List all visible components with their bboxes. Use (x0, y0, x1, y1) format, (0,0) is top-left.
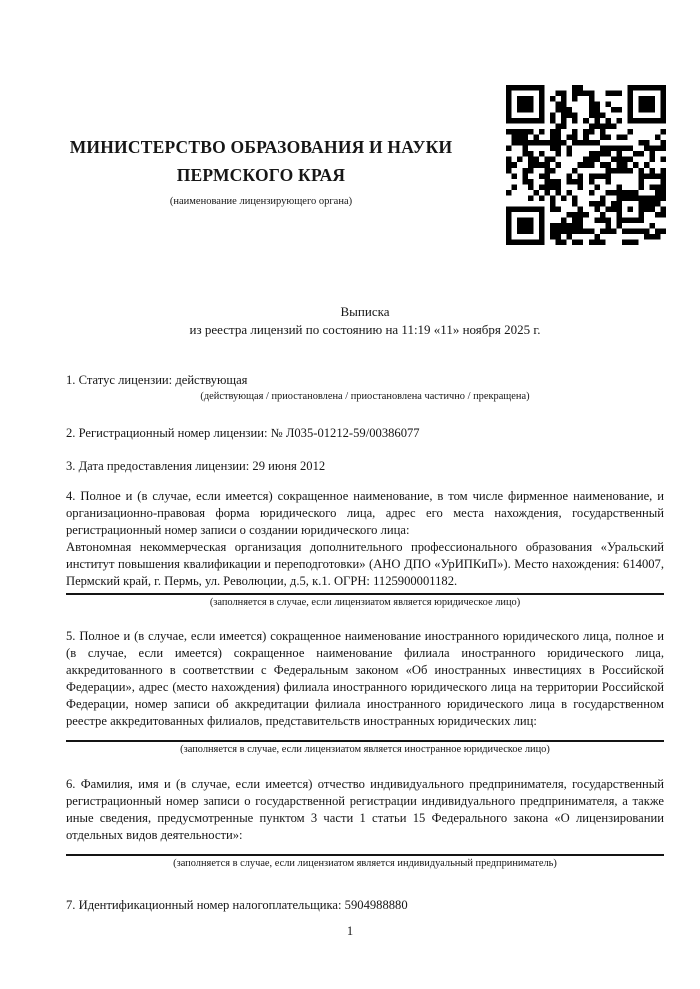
foreign-entity-label: 5. Полное и (в случае, если имеется) сокращенное наименование иностранного юридического лица, полное и (в случае, если имеется) сокращенное наименование филиала иностранного юридического лица, аккредитованного в соответствии с Федеральным законом «Об иностранных инвестициях в Российской Федерации», адрес (место нахождения) филиала иностранного юридического лица на территории Российской Федерации, номер записи об аккредитации филиала иностранного юридического лица в государственном реестре аккредитованных филиалов, представительств иностранных юридических лиц: (66, 629, 664, 728)
issuing-authority-block (24, 133, 498, 208)
individual-entrepreneur-caption: (заполняется в случае, если лицензиатом является индивидуальный предприниматель) (173, 858, 557, 869)
ministry-name-line1: МИНИСТЕРСТВО ОБРАЗОВАНИЯ И НАУКИ (69, 137, 453, 157)
license-status-caption: (действующая / приостановлена / приостановлена частично / прекращена) (200, 391, 530, 402)
document-title-block (66, 303, 664, 339)
foreign-entity-caption: (заполняется в случае, если лицензиатом является иностранное юридическое лицо) (180, 744, 550, 755)
license-status-text: 1. Статус лицензии: действующая (66, 373, 248, 387)
individual-entrepreneur-label: 6. Фамилия, имя и (в случае, если имеется) отчество индивидуального предпринимателя, государственный регистрационный номер записи о государственной регистрации индивидуального предпринимателя, а также иные сведения, предусмотренные пунктом 3 части 1 статьи 15 Федерального закона «О лицензировании отдельных видов деятельности»: (66, 777, 664, 842)
item-license-status (66, 372, 664, 403)
fill-in-line (66, 593, 664, 595)
legal-entity-caption: (заполняется в случае, если лицензиатом является юридическое лицо) (209, 597, 521, 608)
ministry-name (24, 133, 498, 189)
taxpayer-number-text: 7. Идентификационный номер налогоплательщика: 5904988880 (66, 898, 408, 912)
document-subtitle: из реестра лицензий по состоянию на 11:19 «11» ноября 2025 г. (189, 322, 541, 337)
ministry-caption: (наименование лицензирующего органа) (169, 196, 353, 207)
page-number: 1 (346, 924, 354, 938)
document-title: Выписка (340, 304, 390, 319)
legal-entity-label: 4. Полное и (в случае, если имеется) сокращенное наименование, в том числе фирменное наименование, и организационно-правовая форма юридического лица, адрес его места нахождения, государственный регистрационный номер записи о создании юридического лица: (66, 489, 664, 537)
item-taxpayer-number (66, 897, 664, 914)
fill-in-line (66, 740, 664, 742)
item-registration-number (66, 425, 664, 442)
item-legal-entity (66, 488, 664, 609)
registration-number-text: 2. Регистрационный номер лицензии: № Л035-01212-59/00386077 (66, 426, 420, 440)
legal-entity-value: Автономная некоммерческая организация дополнительного профессионального образования «Уральский институт повышения квалификации и переподготовки» (АНО ДПО «УрИПКиП»). Место нахождения: 614007, Пермский край, г. Пермь, ул. Революции, д.5, к.1. ОГРН: 1125900001182. (66, 540, 664, 588)
qr-code-icon (506, 85, 666, 245)
item-foreign-entity (66, 628, 664, 756)
ministry-name-line2: ПЕРМСКОГО КРАЯ (176, 165, 346, 185)
fill-in-line (66, 854, 664, 856)
item-grant-date (66, 458, 664, 475)
document-body (66, 366, 664, 914)
grant-date-text: 3. Дата предоставления лицензии: 29 июня 2012 (66, 459, 326, 473)
item-individual-entrepreneur (66, 776, 664, 870)
